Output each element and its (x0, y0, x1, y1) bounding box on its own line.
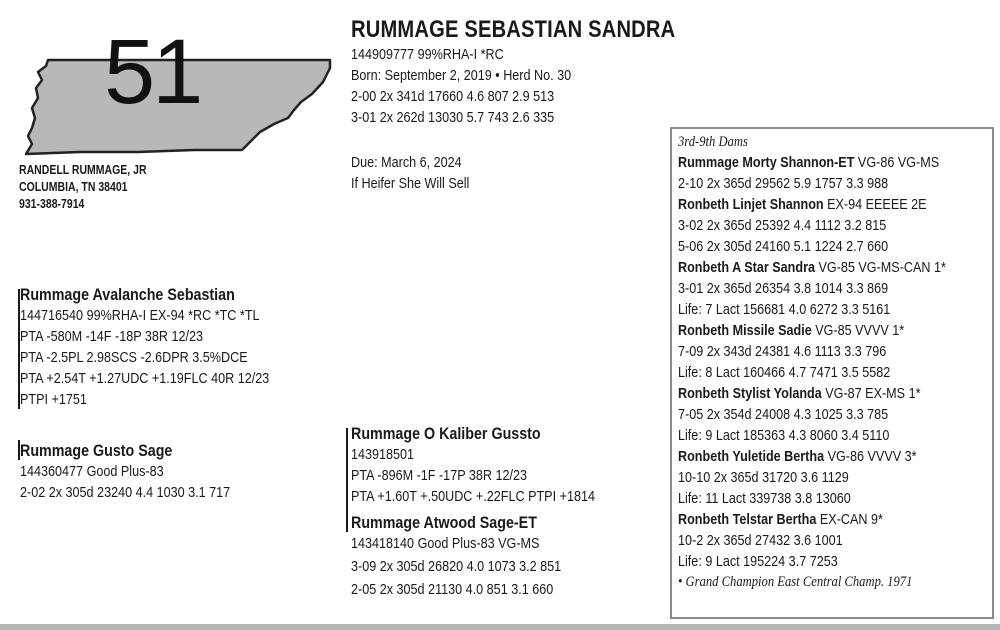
sire-line: PTA -2.5PL 2.98SCS -2.6DPR 3.5%DCE (20, 349, 248, 366)
dam-5-name: Ronbeth A Star Sandra (678, 259, 815, 276)
due-block (351, 152, 469, 194)
mgs-block (351, 423, 595, 507)
dam-line: 144360477 Good Plus-83 (20, 463, 164, 480)
dam-9-record: 10-2 2x 365d 27432 3.6 1001 (678, 532, 843, 549)
dam-line: 2-02 2x 305d 23240 4.4 1030 3.1 717 (20, 484, 231, 501)
sire-block (20, 284, 269, 410)
dam-6-class: VG-85 VVVV 1* (815, 322, 905, 339)
animal-record-line: 3-01 2x 262d 13030 5.7 743 2.6 335 (351, 109, 555, 126)
dams-footnote: • Grand Champion East Central Champ. 1971 (678, 574, 913, 590)
dam-8-class: VG-86 VVVV 3* (827, 448, 917, 465)
pedigree-bracket (346, 428, 348, 532)
sale-note: If Heifer She Will Sell (351, 175, 470, 192)
due-date: Due: March 6, 2024 (351, 154, 462, 171)
dam-block (20, 440, 230, 503)
dam-4-record: 5-06 2x 305d 24160 5.1 1224 2.7 660 (678, 238, 889, 255)
animal-id-line: 144909777 99%RHA-I *RC (351, 46, 504, 63)
animal-born-line: Born: September 2, 2019 • Herd No. 30 (351, 67, 572, 84)
granddam-line: 143418140 Good Plus-83 VG-MS (351, 535, 540, 552)
sire-line: PTPI +1751 (20, 391, 87, 408)
dam-6-record: Life: 8 Lact 160466 4.7 7471 3.5 5582 (678, 364, 891, 381)
sire-line: 144716540 99%RHA-I EX-94 *RC *TC *TL (20, 307, 260, 324)
dam-6-name: Ronbeth Missile Sadie (678, 322, 812, 339)
animal-header (351, 16, 675, 128)
dam-9-class: EX-CAN 9* (819, 511, 883, 528)
dams-heading: 3rd-9th Dams (678, 134, 748, 150)
lot-number: 51 (104, 21, 201, 123)
animal-name: RUMMAGE SEBASTIAN SANDRA (351, 16, 676, 43)
mgs-line: PTA -896M -1F -17P 38R 12/23 (351, 467, 528, 484)
dam-5-class: VG-85 VG-MS-CAN 1* (818, 259, 946, 276)
dam-3-record: 2-10 2x 365d 29562 5.9 1757 3.3 988 (678, 175, 889, 192)
mgs-line: PTA +1.60T +.50UDC +.22FLC PTPI +1814 (351, 488, 595, 505)
sire-line: PTA -580M -14F -18P 38R 12/23 (20, 328, 204, 345)
dams-box-content (678, 133, 946, 592)
dam-4-record: 3-02 2x 365d 25392 4.4 1112 3.2 815 (678, 217, 887, 234)
dam-7-name: Ronbeth Stylist Yolanda (678, 385, 822, 402)
mgs-name: Rummage O Kaliber Gussto (351, 424, 541, 443)
dam-8-record: 10-10 2x 365d 31720 3.6 1129 (678, 469, 849, 486)
granddam-line: 3-09 2x 305d 26820 4.0 1073 3.2 851 (351, 558, 562, 575)
sire-line: PTA +2.54T +1.27UDC +1.19FLC 40R 12/23 (20, 370, 270, 387)
dam-4-class: EX-94 EEEEE 2E (827, 196, 927, 213)
dam-9-record: Life: 9 Lact 195224 3.7 7253 (678, 553, 838, 570)
owner-phone: 931-388-7914 (19, 197, 85, 211)
dam-7-record: Life: 9 Lact 185363 4.3 8060 3.4 5110 (678, 427, 890, 444)
dam-4-name: Ronbeth Linjet Shannon (678, 196, 824, 213)
owner-block (19, 162, 147, 213)
dam-8-name: Ronbeth Yuletide Bertha (678, 448, 825, 465)
granddam-block (351, 512, 561, 600)
bottom-rule (0, 624, 1000, 630)
sire-name: Rummage Avalanche Sebastian (20, 285, 235, 304)
mgs-line: 143918501 (351, 446, 415, 463)
dam-8-record: Life: 11 Lact 339738 3.8 13060 (678, 490, 851, 507)
owner-name: RANDELL RUMMAGE, JR (19, 163, 147, 177)
dam-7-class: VG-87 EX-MS 1* (825, 385, 921, 402)
dam-9-name: Ronbeth Telstar Bertha (678, 511, 817, 528)
dam-7-record: 7-05 2x 354d 24008 4.3 1025 3.3 785 (678, 406, 889, 423)
granddam-line: 2-05 2x 305d 21130 4.0 851 3.1 660 (351, 581, 554, 598)
dam-3-class: VG-86 VG-MS (857, 154, 940, 171)
dam-3-name: Rummage Morty Shannon-ET (678, 154, 855, 171)
owner-city: COLUMBIA, TN 38401 (19, 180, 128, 194)
animal-record-line: 2-00 2x 341d 17660 4.6 807 2.9 513 (351, 88, 555, 105)
dam-name: Rummage Gusto Sage (20, 441, 173, 460)
dam-5-record: 3-01 2x 365d 26354 3.8 1014 3.3 869 (678, 280, 889, 297)
dam-5-record: Life: 7 Lact 156681 4.0 6272 3.3 5161 (678, 301, 891, 318)
granddam-name: Rummage Atwood Sage-ET (351, 513, 537, 532)
dam-6-record: 7-09 2x 343d 24381 4.6 1113 3.3 796 (678, 343, 887, 360)
